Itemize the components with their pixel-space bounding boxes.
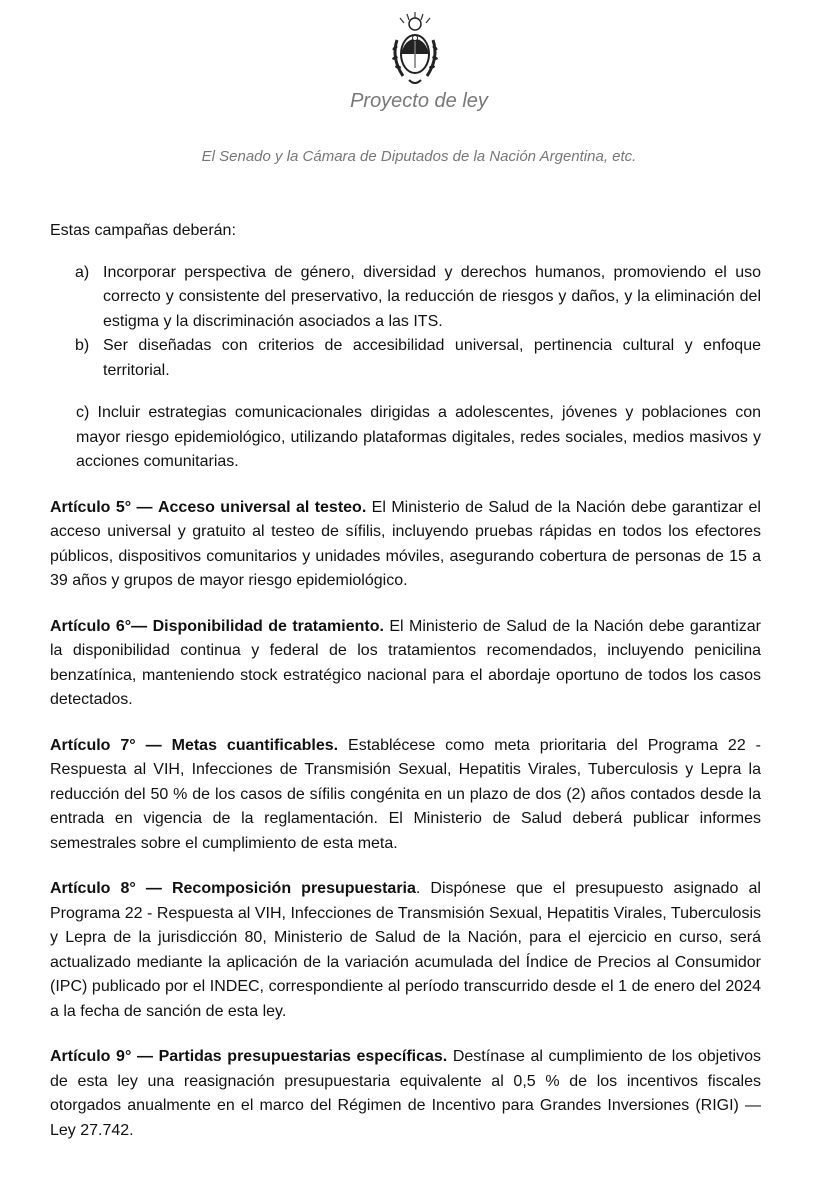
article-number: Artículo 8° — [50,880,162,897]
list-marker: b) [75,337,90,354]
article-number: Artículo 9° — [50,1048,153,1065]
list-item [50,261,761,335]
argentina-coat-of-arms-icon [389,10,441,88]
article-text: El Ministerio de Salud de la Nación debe garantizar el acceso universal y gratuito al testeo de sífilis, incluyendo pruebas rápidas en todos los efectores públicos, dispositivos comunitarios y unidades móviles, asegurando cobertura de personas de 15 a 39 años y grupos de mayor riesgo epidemiológico. [50,498,761,589]
article-number: Artículo 6°— [50,617,148,635]
list-item-c: c) Incluir estrategias comunicacionales dirigidas a adolescentes, jóvenes y poblaciones con mayor riesgo epidemiológico, utilizando plataformas digitales, redes sociales, medios masivos y acciones comunitarias. [76,404,761,470]
article-text: . Dispónese que el presupuesto asignado al Programa 22 - Respuesta al VIH, Infecciones de Transmisión Sexual, Hepatitis Virales, Tuberculosis y Lepra de la jurisdicción 80, Ministerio de Salud de la Nación, para el ejercicio en curso, será actualizado mediante la aplicación de la variación acumulada del Índice de Precios al Consumidor (IPC) publicado por el INDEC, correspondiente al período transcurrido desde el 1 de enero del 2024 a la fecha de sanción de esta ley. [50,880,761,1020]
document-subtitle: El Senado y la Cámara de Diputados de la Nación Argentina, etc. [201,148,637,165]
article-text: Establécese como meta prioritaria del Programa 22 - Respuesta al VIH, Infecciones de Transmisión Sexual, Hepatitis Virales, Tuberculosis y Lepra la reducción del 50 % de los casos de sífilis congénita en un plazo de dos (2) años contados desde la entrada en vigencia de la reglamentación. El Ministerio de Salud deberá publicar informes semestrales sobre el cumplimiento de esta meta. [50,736,762,852]
list-item-text: Ser diseñadas con criterios de accesibilidad universal, pertinencia cultural y enfoque territorial. [103,337,761,379]
article-heading: Metas cuantificables. [171,736,339,754]
article-text: El Ministerio de Salud de la Nación debe garantizar la disponibilidad continua y federal de los tratamientos recomendados, incluyendo penicilina benzatínica, manteniendo stock estratégico nacional para el abordaje oportuno de todos los casos detectados. [50,617,761,708]
list-marker: a) [75,263,90,281]
article-number: Artículo 5° — [50,498,153,516]
article-9 [50,1045,761,1143]
article-7 [50,734,761,857]
article-heading: Disponibilidad de tratamiento. [152,617,384,635]
document-body [50,219,761,1143]
list-item-text: Incorporar perspectiva de género, diversidad y derechos humanos, promoviendo el uso correcto y consistente del preservativo, la reducción de riesgos y daños, y la eliminación del estigma y la discriminación asociados a las ITS. [103,263,761,330]
list-item [50,334,761,383]
article-heading: Partidas presupuestarias específicas. [158,1048,448,1065]
article-5 [50,496,761,594]
article-6 [50,615,761,713]
campaign-requirements-list [50,261,761,384]
document-title: Proyecto de ley [350,90,488,112]
article-8 [50,877,761,1024]
article-text: Destínase al cumplimiento de los objetivos de esta ley una reasignación presupuestaria equivalente al 0,5 % de los incentivos fiscales otorgados anualmente en el marco del Régimen de Incentivo para Grandes Inversiones (RIGI) — Ley 27.742. [50,1048,761,1139]
article-heading: Recomposición presupuestaria [171,880,416,897]
article-heading: Acceso universal al testeo. [157,498,367,516]
intro-text: Estas campañas deberán: [50,222,236,239]
article-number: Artículo 7° — [50,736,162,754]
